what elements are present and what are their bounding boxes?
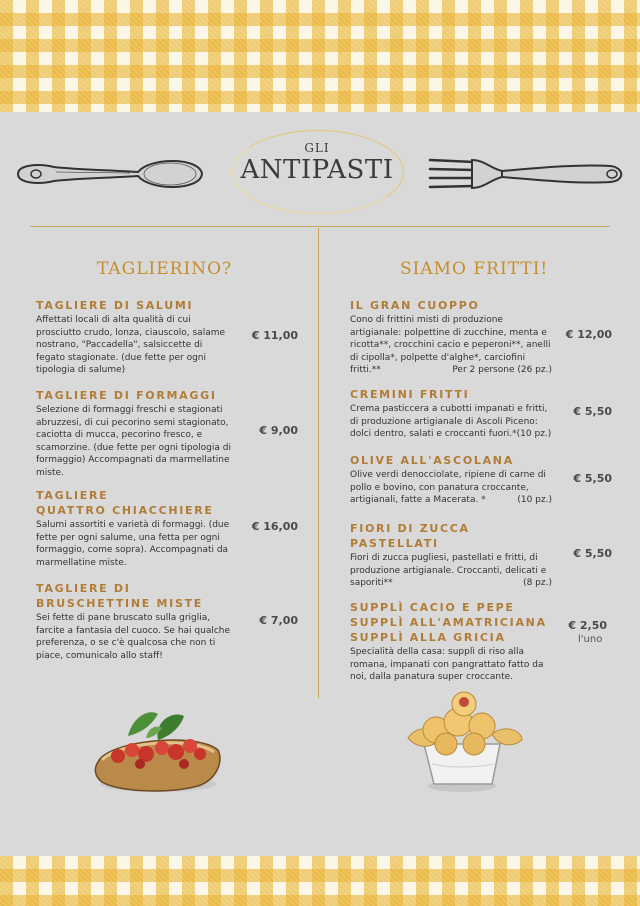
item-description: Crema pasticcera a cubotti impanati e fritti, di produzione artigianale di Ascoli Piceno: dolci dentro, salati e croccanti fuori.*(10 pz.) — [350, 404, 552, 439]
item-price: € 5,50 — [573, 547, 612, 560]
item-description: Specialità della casa: supplì di riso alla romana, impanati con pangrattato fatto da noi, dalla panatura super croccante. — [350, 647, 544, 682]
item-name: SUPPLÌ ALLA GRICIA — [350, 631, 506, 644]
item-description — [350, 552, 552, 590]
item-description — [350, 469, 552, 507]
spoon-icon — [10, 148, 210, 200]
item-portion-note: (10 pz.) — [517, 495, 552, 505]
page-title: ANTIPASTI — [240, 155, 394, 185]
item-name: PASTELLATI — [350, 537, 439, 550]
item-price: € 5,50 — [573, 405, 612, 418]
item-description: Selezione di formaggi freschi e stagionati abruzzesi, di cui pecorino semi stagionato, caciotta di mucca, pecorino fresco, e scamorzine. (due fette per ogni tipologia di formaggio) Accompagnati da marmellatine miste. — [36, 405, 231, 478]
item-name: TAGLIERE DI SALUMI — [36, 299, 194, 312]
item-portion-note: Per 2 persone (26 pz.) — [452, 365, 552, 375]
item-name: FIORI DI ZUCCA — [350, 522, 470, 535]
item-description-text: Cono di frittini misti di produzione artigianale: polpettine di zucchine, menta e ricotta**, crocchini cacio e peperoni**, anelli di cipolla*, polpette d'alghe*, carciofini fritti.** — [350, 315, 551, 375]
item-name: TAGLIERE — [36, 489, 109, 502]
item-price: € 12,00 — [565, 328, 612, 341]
gingham-border-top — [0, 0, 640, 112]
item-price: € 11,00 — [251, 329, 298, 342]
item-name: OLIVE ALL'ASCOLANA — [350, 454, 514, 467]
title-prefix: GLI — [304, 141, 330, 155]
item-name: SUPPLÌ ALL'AMATRICIANA — [350, 616, 547, 629]
item-description: Sei fette di pane bruscato sulla griglia, farcite a fantasia del cuoco. Se hai qualche preferenza, o se c'è qualcosa che non ti piace, comunicalo allo staff! — [36, 613, 231, 661]
item-name: TAGLIERE DI — [36, 582, 131, 595]
price-unit-note: l'uno — [578, 634, 603, 645]
fried-cone-illustration — [400, 688, 530, 798]
item-description-text: Fiori di zucca pugliesi, pastellati e fritti, di produzione artigianale. Croccanti, delicati e saporiti** — [350, 553, 547, 588]
item-name: QUATTRO CHIACCHIERE — [36, 504, 214, 517]
vertical-divider — [318, 228, 319, 698]
item-price: € 7,00 — [259, 614, 298, 627]
item-name: SUPPLÌ CACIO E PEPE — [350, 601, 515, 614]
item-price: € 9,00 — [259, 424, 298, 437]
item-description: Affettati locali di alta qualità di cui prosciutto crudo, lonza, ciauscolo, salame nostrano, "Paccadella", salsiccette di fegato stagionate. (due fette per ogni tipologia di salume) — [36, 315, 226, 375]
item-price: € 16,00 — [251, 520, 298, 533]
item-price: € 5,50 — [573, 472, 612, 485]
left-section-title: TAGLIERINO? — [97, 259, 233, 279]
item-description — [350, 314, 552, 377]
gingham-border-bottom — [0, 856, 640, 906]
bruschetta-illustration — [88, 700, 228, 800]
right-section-title: SIAMO FRITTI! — [400, 259, 549, 279]
item-name: IL GRAN CUOPPO — [350, 299, 480, 312]
item-name: TAGLIERE DI FORMAGGI — [36, 389, 217, 402]
fork-icon — [428, 150, 630, 198]
horizontal-divider — [30, 226, 610, 227]
item-portion-note: (8 pz.) — [523, 578, 552, 588]
item-description: Salumi assortiti e varietà di formaggi. (due fette per ogni salume, una fetta per ogni formaggio, come sopra). Accompagnati da marmellatine miste. — [36, 520, 230, 568]
item-description-text: Olive verdi denocciolate, ripiene di carne di pollo e bovino, con panatura croccante, artigianali, fatte a Macerata. * — [350, 470, 546, 505]
item-price: € 2,50 — [568, 619, 607, 632]
item-name: BRUSCHETTINE MISTE — [36, 597, 203, 610]
item-name: CREMINI FRITTI — [350, 388, 470, 401]
